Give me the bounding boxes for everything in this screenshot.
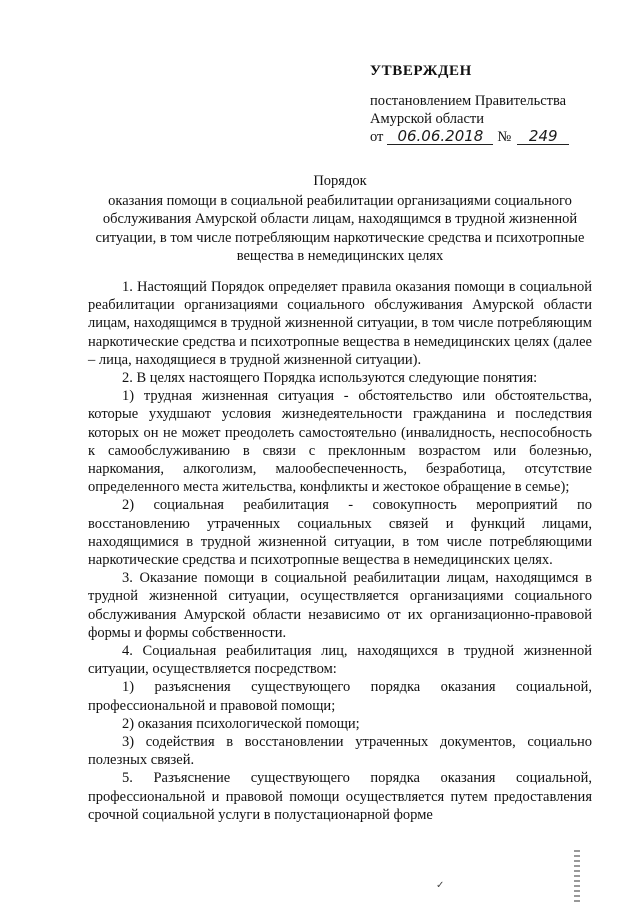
paragraph-2-item-2: 2) социальная реабилитация - совокупность мероприятий по восстановлению утраченных социальных связей и функций лицами, находящимися в трудной жизненной ситуации, в том числе потребляющими наркотические средства и психотропные вещества в немедицинских целях.: [88, 497, 592, 569]
document-heading: [86, 172, 594, 265]
approval-block: [370, 62, 620, 146]
date-prefix: от: [370, 129, 384, 145]
approval-date-line: [370, 128, 620, 146]
handwritten-number: 249: [517, 129, 569, 145]
handwritten-date: 06.06.2018: [387, 129, 493, 145]
scan-artifact: [574, 850, 580, 905]
approval-line-1: постановлением Правительства: [370, 93, 567, 109]
heading-subtitle: оказания помощи в социальной реабилитации организациями социального обслуживания Амурской области лицам, находящимся в трудной жизненной ситуации, в том числе потребляющим наркотические средства и психотропные вещества в немедицинских целях: [95, 193, 585, 264]
number-prefix: №: [497, 129, 512, 145]
paragraph-2: 2. В целях настоящего Порядка используются следующие понятия:: [122, 370, 538, 387]
paragraph-3: 3. Оказание помощи в социальной реабилитации лицам, находящимся в трудной жизненной ситуации, осуществляется организациями социального обслуживания Амурской области независимо от их организационно-правовой формы и формы собственности.: [88, 570, 592, 641]
document-body: [88, 278, 592, 824]
paragraph-4-item-3: 3) содействия в восстановлении утраченных документов, социально полезных связей.: [88, 734, 592, 769]
approval-line-2: Амурской области: [370, 111, 484, 127]
paragraph-5: 5. Разъяснение существующего порядка оказания социальной, профессиональной и правовой помощи осуществляется путем предоставления срочной социальной услуги в полустационарной форме: [88, 770, 592, 823]
paragraph-4-item-1: 1) разъяснения существующего порядка оказания социальной, профессиональной и правовой помощи;: [88, 679, 592, 714]
approval-title: УТВЕРЖДЕН: [370, 63, 472, 79]
heading-title: Порядок: [313, 173, 367, 189]
paragraph-4-item-2: 2) оказания психологической помощи;: [122, 715, 360, 732]
paragraph-1: 1. Настоящий Порядок определяет правила оказания помощи в социальной реабилитации организациями социального обслуживания Амурской области лицам, находящимся в трудной жизненной ситуации, в том числе потребляющим наркотические средства и психотропные вещества в немедицинских целях (далее – лица, находящиеся в трудной жизненной ситуации).: [88, 279, 592, 368]
paragraph-4: 4. Социальная реабилитация лиц, находящихся в трудной жизненной ситуации, осуществляется посредством:: [88, 643, 592, 678]
scan-mark: ✓: [436, 880, 445, 891]
paragraph-2-item-1: 1) трудная жизненная ситуация - обстоятельство или обстоятельства, которые ухудшают условия жизнедеятельности гражданина и последствия которых он не может преодолеть самостоятельно (инвалидность, неспособность к самообслуживанию в связи с преклонным возрастом или болезнью, наркомания, алкоголизм, малообеспеченность, безработица, отсутствие определенного места жительства, конфликты и жестокое обращение в семье);: [88, 388, 592, 496]
